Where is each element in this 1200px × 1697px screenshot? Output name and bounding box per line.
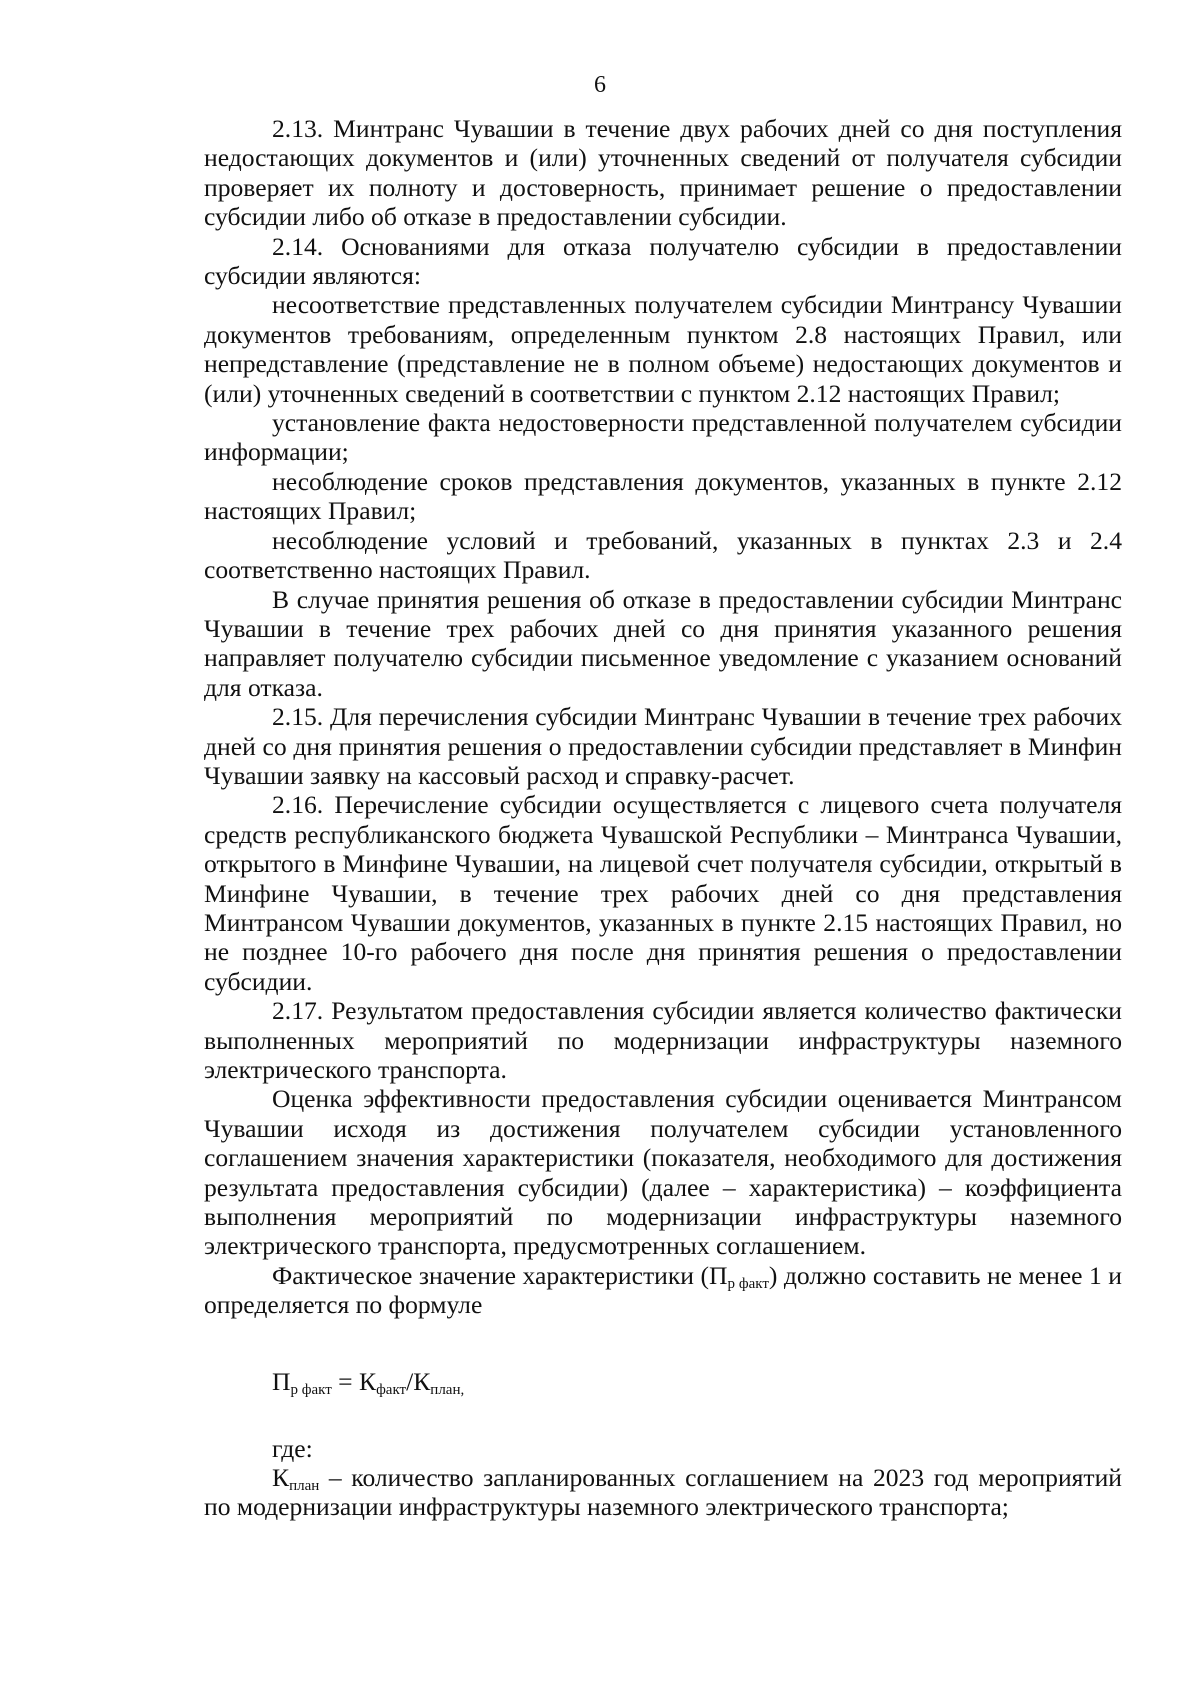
paragraph-2-15: 2.15. Для перечисления субсидии Минтранс Чувашии в течение трех рабочих дней со дня принятия решения о предоставлении субсидии представляет в Минфин Чувашии заявку на кассовый расход и справку-расчет. (204, 702, 1122, 790)
paragraph-2-14: 2.14. Основаниями для отказа получателю субсидии в предоставлении субсидии являются: (204, 231, 1122, 291)
fact-text-after: ) должно составить не менее 1 и определяется по формуле (204, 1260, 1123, 1320)
k-plan-symbol: К (272, 1463, 290, 1493)
fact-value-paragraph (204, 1261, 1122, 1320)
refusal-notice-paragraph: В случае принятия решения об отказе в предоставлении субсидии Минтранс Чувашии в течение трех рабочих дней со дня принятия указанного решения направляет получателю субсидии письменное уведомление с указанием оснований для отказа. (204, 584, 1122, 702)
formula-denominator-subscript: план, (430, 1381, 465, 1398)
refusal-ground-3: несоблюдение сроков представления документов, указанных в пункте 2.12 настоящих Правил; (204, 466, 1122, 526)
fact-subscript: р факт (727, 1275, 769, 1292)
k-plan-definition (204, 1463, 1122, 1522)
formula (204, 1367, 1122, 1397)
refusal-ground-1: несоответствие представленных получателем субсидии Минтрансу Чувашии документов требованиям, определенным пунктом 2.8 настоящих Правил, или непредставление (представление не в полном объеме) недостающих документов и (или) уточненных сведений в соответствии с пунктом 2.12 настоящих Правил; (204, 290, 1122, 408)
k-plan-text: – количество запланированных соглашением на 2023 год мероприятий по модернизации инфраструктуры наземного электрического транспорта; (204, 1463, 1122, 1522)
paragraph-2-16: 2.16. Перечисление субсидии осуществляется с лицевого счета получателя средств республиканского бюджета Чувашской Республики – Минтранса Чувашии, открытого в Минфине Чувашии, на лицевой счет получателя субсидии, открытый в Минфине Чувашии, в течение трех рабочих дней со дня представления Минтрансом Чувашии документов, указанных в пункте 2.15 настоящих Правил, но не позднее 10-го рабочего дня после дня принятия решения о предоставлении субсидии. (204, 790, 1122, 996)
refusal-ground-2: установление факта недостоверности представленной получателем субсидии информации; (204, 408, 1122, 467)
paragraph-2-13: 2.13. Минтранс Чувашии в течение двух рабочих дней со дня поступления недостающих документов и (или) уточненных сведений от получателя субсидии проверяет их полноту и достоверность, принимает решение о предоставлении субсидии либо об отказе в предоставлении субсидии. (204, 114, 1122, 232)
formula-equals: = К (331, 1366, 377, 1396)
k-plan-subscript: план (289, 1478, 320, 1495)
fact-text-before: Фактическое значение характеристики (П (272, 1260, 728, 1290)
formula-lhs-subscript: р факт (290, 1381, 332, 1398)
formula-slash: /К (406, 1366, 431, 1396)
refusal-ground-4: несоблюдение условий и требований, указанных в пунктах 2.3 и 2.4 соответственно настоящих Правил. (204, 525, 1122, 585)
formula-lhs: П (272, 1366, 291, 1396)
where-label: где: (272, 1433, 313, 1463)
page-number: 6 (594, 72, 606, 98)
efficiency-paragraph: Оценка эффективности предоставления субсидии оценивается Минтрансом Чувашии исходя из достижения получателем субсидии установленного соглашением значения характеристики (показателя, необходимого для достижения результата предоставления субсидии) (далее – характеристика) – коэффициента выполнения мероприятий по модернизации инфраструктуры наземного электрического транспорта, предусмотренных соглашением. (204, 1084, 1122, 1261)
paragraph-2-17: 2.17. Результатом предоставления субсидии является количество фактически выполненных мероприятий по модернизации инфраструктуры наземного электрического транспорта. (204, 996, 1122, 1084)
formula-numerator-subscript: факт (376, 1381, 407, 1398)
document-body (204, 114, 1122, 1522)
